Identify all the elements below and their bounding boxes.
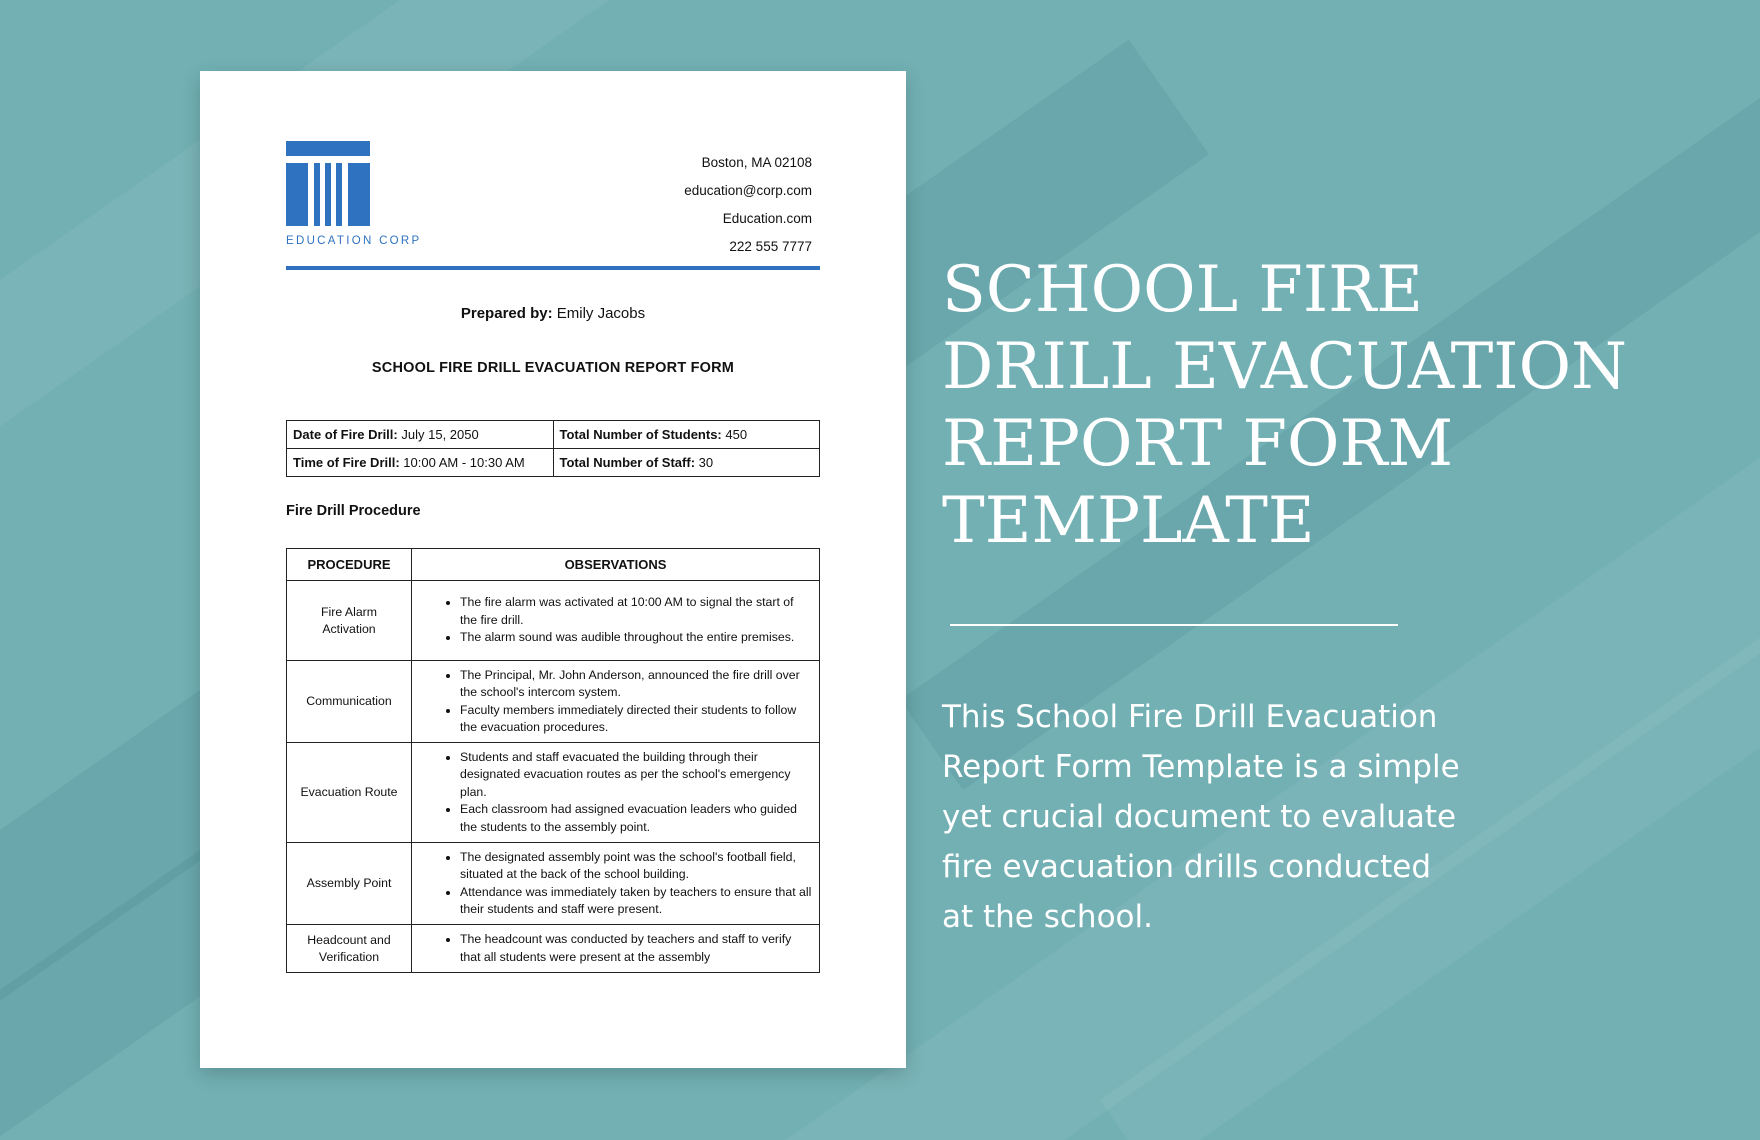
observations-cell bbox=[412, 925, 820, 973]
students-cell bbox=[553, 421, 820, 449]
promo-title-line: SCHOOL FIRE bbox=[942, 253, 1423, 327]
promo-description-line: fire evacuation drills conducted bbox=[942, 849, 1432, 885]
date-value: July 15, 2050 bbox=[401, 427, 479, 442]
procedure-name: Communication bbox=[287, 661, 412, 743]
observations-cell bbox=[412, 843, 820, 925]
prepared-by-label: Prepared by: bbox=[460, 305, 553, 322]
contact-phone: 222 555 7777 bbox=[729, 239, 812, 254]
drill-info-table bbox=[286, 420, 820, 477]
date-label: Date of Fire Drill: bbox=[293, 427, 398, 442]
procedure-name: Assembly Point bbox=[287, 843, 412, 925]
observation-item: • Faculty members immediately directed their students to follow the evacuation procedures. bbox=[460, 702, 813, 737]
observation-item: • Each classroom had assigned evacuation leaders who guided the students to the assembly point. bbox=[460, 801, 813, 836]
table-header-row bbox=[287, 549, 820, 581]
contact-block bbox=[684, 149, 812, 261]
promo-title-line: REPORT FORM bbox=[942, 407, 1454, 481]
observations-cell bbox=[412, 743, 820, 843]
time-label: Time of Fire Drill: bbox=[293, 455, 400, 470]
staff-cell bbox=[553, 449, 820, 477]
procedure-name: Evacuation Route bbox=[287, 743, 412, 843]
staff-label: Total Number of Staff: bbox=[559, 455, 696, 470]
observation-item: • The designated assembly point was the school's football field, situated at the back of the school building. bbox=[460, 849, 813, 884]
form-title: SCHOOL FIRE DRILL EVACUATION REPORT FORM bbox=[371, 360, 735, 376]
promo-title bbox=[942, 252, 1628, 560]
procedure-name: Headcount and Verification bbox=[287, 925, 412, 973]
students-label: Total Number of Students: bbox=[559, 427, 722, 442]
promo-title-line: DRILL EVACUATION bbox=[942, 330, 1628, 404]
promo-divider bbox=[950, 624, 1398, 626]
promo-description bbox=[942, 692, 1542, 942]
contact-email: education@corp.com bbox=[684, 183, 812, 198]
staff-value: 30 bbox=[698, 455, 714, 470]
procedure-table bbox=[286, 548, 820, 973]
table-row bbox=[287, 843, 820, 925]
observations-header: OBSERVATIONS bbox=[412, 549, 820, 581]
observation-item: • Students and staff evacuated the building through their designated evacuation routes as per the school's emergency plan. bbox=[460, 749, 813, 802]
contact-address: Boston, MA 02108 bbox=[701, 155, 812, 170]
observation-item: • The alarm sound was audible throughout the entire premises. bbox=[460, 629, 813, 647]
procedure-header: PROCEDURE bbox=[287, 549, 412, 581]
promo-description-line: at the school. bbox=[942, 899, 1153, 935]
procedure-name: Fire Alarm Activation bbox=[287, 581, 412, 661]
promo-description-line: This School Fire Drill Evacuation bbox=[942, 699, 1438, 735]
date-cell bbox=[287, 421, 554, 449]
table-row bbox=[287, 743, 820, 843]
promo-description-line: Report Form Template is a simple bbox=[942, 749, 1460, 785]
document-page bbox=[200, 71, 906, 1068]
time-cell bbox=[287, 449, 554, 477]
observation-item: • The Principal, Mr. John Anderson, announced the fire drill over the school's intercom system. bbox=[460, 667, 813, 702]
observation-item: • Attendance was immediately taken by teachers to ensure that all their students and staff were present. bbox=[460, 884, 813, 919]
observation-item: • The fire alarm was activated at 10:00 AM to signal the start of the fire drill. bbox=[460, 594, 813, 629]
time-value: 10:00 AM - 10:30 AM bbox=[403, 455, 525, 470]
table-row bbox=[287, 581, 820, 661]
observation-item: • The headcount was conducted by teachers and staff to verify that all students were present at the assembly bbox=[460, 931, 813, 966]
prepared-by bbox=[286, 305, 820, 322]
prepared-by-name: Emily Jacobs bbox=[556, 305, 646, 322]
observations-cell bbox=[412, 661, 820, 743]
table-row bbox=[287, 421, 820, 449]
table-row bbox=[287, 661, 820, 743]
observations-cell bbox=[412, 581, 820, 661]
contact-website: Education.com bbox=[722, 211, 812, 226]
table-row bbox=[287, 449, 820, 477]
students-value: 450 bbox=[725, 427, 748, 442]
header-divider bbox=[286, 266, 820, 270]
promo-title-line: TEMPLATE bbox=[942, 484, 1315, 558]
columns-logo-icon bbox=[286, 141, 436, 246]
table-row bbox=[287, 925, 820, 973]
procedure-section-label: Fire Drill Procedure bbox=[286, 503, 421, 519]
logo-text: EDUCATION CORP bbox=[286, 235, 422, 247]
promo-description-line: yet crucial document to evaluate bbox=[942, 799, 1457, 835]
